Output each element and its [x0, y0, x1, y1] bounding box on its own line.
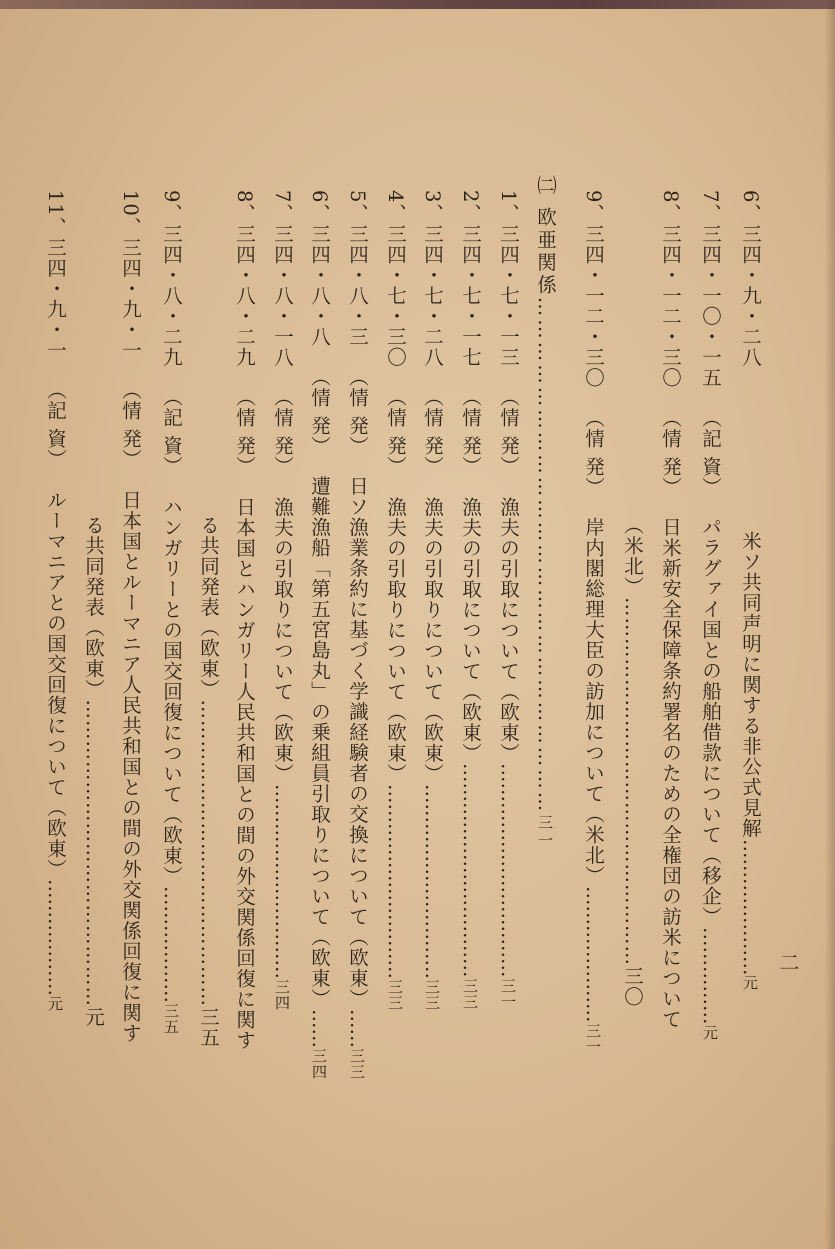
- section-heading: [530, 175, 560, 1175]
- entry-source: （情 発）: [271, 387, 294, 477]
- entry-page: 元: [82, 1007, 105, 1028]
- entry-date: 三四・八・三: [346, 223, 369, 347]
- entry-date: 三四・七・二八: [421, 223, 444, 368]
- entry-page: 元: [741, 975, 759, 992]
- entry-top-3-continued: [617, 515, 647, 1175]
- entry-page: 三三: [386, 978, 404, 1011]
- entry-date: 三四・一二・三〇: [659, 223, 682, 388]
- entry-page: 元: [46, 996, 64, 1013]
- leader-dots: ………………………………………: [82, 699, 105, 1007]
- entry-bottom-9: 9、三四・八・二九（記 資）ハンガリーとの国交回復について（欧東）………………三五: [156, 190, 186, 1175]
- entry-top-2: 7、三四・一〇・一五（記 資）パラグァイ国との船舶借款について（移企）……………元: [695, 190, 725, 1175]
- entry-number: 7: [271, 190, 294, 204]
- entry-page: 元: [701, 1024, 719, 1041]
- entry-source: （情 発）: [346, 366, 369, 457]
- entry-source: （記 資）: [160, 387, 183, 477]
- entry-source: （情 発）: [659, 407, 682, 498]
- entry-bottom-8: 8、三四・八・二九（情 発）日本国とハンガリー人民共和国との間の外交関係回復に関す: [229, 190, 259, 1175]
- entry-page: 三三: [348, 1048, 366, 1081]
- entry-number: 7: [699, 190, 722, 204]
- entry-title: 漁夫の引取について（欧東）: [497, 496, 520, 764]
- entry-number: 11: [44, 190, 67, 217]
- leader-dots: ……………: [699, 927, 722, 1025]
- entry-bottom-5: 5、三四・八・三（情 発）日ソ漁業条約に基づく学識経験者の交換について（欧東）……三三: [342, 190, 372, 1175]
- section-title: ㈡ 欧亜関係: [534, 175, 557, 297]
- entry-date: 三四・九・一: [44, 237, 67, 361]
- entry-title: 漁夫の引取りについて（欧東）: [271, 496, 294, 784]
- leader-dots: …………………: [739, 838, 762, 976]
- entry-source: （情 発）: [497, 387, 520, 477]
- entry-number: 6: [739, 190, 762, 204]
- leader-dots: ………………: [160, 886, 183, 1004]
- entry-title: る共同発表（欧東）: [82, 515, 105, 700]
- leader-dots: ……………………………: [459, 763, 482, 978]
- entry-title: （米北）: [621, 515, 644, 597]
- entry-number: 4: [384, 190, 407, 204]
- entry-date: 三四・一二・三〇: [582, 223, 605, 388]
- entry-title: 日ソ漁業条約に基づく学識経験者の交換について（欧東）: [346, 476, 369, 1010]
- page-shadow: [825, 0, 835, 1249]
- section-page: 三一: [536, 814, 554, 851]
- entry-date: 三四・七・一三: [497, 223, 520, 368]
- entry-number: 2: [459, 190, 482, 204]
- entry-date: 三四・一〇・一五: [699, 223, 722, 388]
- entry-title: パラグァイ国との船舶借款について（移企）: [699, 517, 722, 928]
- entry-number: 8: [233, 190, 256, 204]
- entry-title: 米ソ共同声明に関する非公式見解: [739, 531, 762, 839]
- entry-date: 三四・八・二九: [233, 223, 256, 368]
- leader-dots: ……: [346, 1009, 369, 1049]
- entry-title: ルーマニアとの国交回復について（欧東）: [44, 489, 67, 880]
- leader-dots: ……………………………: [497, 763, 520, 978]
- entry-source: （情 発）: [119, 380, 142, 470]
- entry-source: （情 発）: [459, 387, 482, 477]
- entry-bottom-1: 1、三四・七・一三（情 発）漁夫の引取について（欧東）……………………………三一: [493, 190, 523, 1175]
- entry-number: 10: [119, 190, 142, 217]
- entry-number: 5: [346, 190, 369, 204]
- entry-source: （情 発）: [308, 366, 331, 457]
- entry-bottom-4: 4、三四・七・三〇（情 発）漁夫の引取りについて（欧東）…………………………三三: [380, 190, 410, 1175]
- entry-date: 三四・七・三〇: [384, 223, 407, 368]
- entry-number: 3: [421, 190, 444, 204]
- entry-bottom-10: 10、三四・九・一（情 発）日本国とルーマニア人民共和国との間の外交関係回復に関す: [115, 190, 145, 1175]
- entry-top-3: 8、三四・一二・三〇（情 発）日米新安全保障条約署名のための全権団の訪米について: [655, 190, 685, 1175]
- entry-bottom-10-continued: [78, 515, 108, 1175]
- entry-title: ハンガリーとの国交回復について（欧東）: [160, 496, 183, 887]
- entry-title: 漁夫の引取について（欧東）: [459, 496, 482, 764]
- entry-title: る共同発表（欧東）: [197, 515, 220, 700]
- entry-number: 9: [582, 190, 605, 204]
- entry-bottom-11: 11、三四・九・一（記 資）ルーマニアとの国交回復について（欧東）………………元: [40, 190, 70, 1175]
- entry-date: 三四・九・二八: [739, 223, 762, 368]
- entry-date: 三四・七・一七: [459, 223, 482, 368]
- leader-dots: …………………: [582, 886, 605, 1023]
- leader-dots: …………………………: [421, 783, 444, 979]
- entry-bottom-6: 6、三四・八・八（情 発）遭難漁船「第五宮島丸」の乗組員引取りについて（欧東）……三四: [304, 190, 334, 1175]
- entry-source: （情 発）: [421, 387, 444, 477]
- entry-source: （記 資）: [699, 407, 722, 498]
- entry-source: （情 発）: [582, 407, 605, 498]
- entry-top-4: 9、三四・一二・三〇（情 発）岸内閣総理大臣の訪加について（米北）…………………三一: [578, 190, 608, 1175]
- entry-page: 三五: [162, 1003, 180, 1036]
- entry-title: 漁夫の引取りについて（欧東）: [384, 496, 407, 784]
- leader-dots: ……: [308, 1009, 331, 1049]
- entry-number: 8: [659, 190, 682, 204]
- entry-bottom-3: 3、三四・七・二八（情 発）漁夫の引取りについて（欧東）…………………………三三: [417, 190, 447, 1175]
- leader-dots: …………………………: [271, 783, 294, 979]
- entry-page: 三三: [423, 978, 441, 1011]
- entry-number: 1: [497, 190, 520, 204]
- entry-title: 漁夫の引取りについて（欧東）: [421, 496, 444, 784]
- entry-page: 三四: [273, 978, 291, 1011]
- entry-page: 三〇: [621, 966, 644, 1007]
- entry-number: 9: [160, 190, 183, 204]
- entry-top-1: 6、三四・九・二八米ソ共同声明に関する非公式見解…………………元: [735, 190, 765, 1175]
- entry-title: 日本国とルーマニア人民共和国との間の外交関係回復に関す: [119, 489, 142, 1044]
- leader-dots: ………………: [44, 879, 67, 997]
- leader-dots: …………………………: [384, 783, 407, 979]
- entry-page: 三一: [499, 977, 517, 1010]
- entry-date: 三四・九・一: [119, 237, 142, 361]
- entry-bottom-8-continued: [193, 515, 223, 1175]
- book-cover-edge: [0, 0, 835, 9]
- entry-source: （情 発）: [384, 387, 407, 477]
- entry-date: 三四・八・八: [308, 223, 331, 347]
- entry-page: 三一: [584, 1022, 602, 1055]
- entry-source: （記 資）: [44, 380, 67, 470]
- entry-bottom-2: 2、三四・七・一七（情 発）漁夫の引取について（欧東）……………………………三三: [455, 190, 485, 1175]
- entry-title: 日米新安全保障条約署名のための全権団の訪米について: [659, 517, 682, 1030]
- entry-source: （情 発）: [233, 387, 256, 477]
- entry-title: 遭難漁船「第五宮島丸」の乗組員引取りについて（欧東）: [308, 476, 331, 1010]
- entry-date: 三四・八・二九: [160, 223, 183, 368]
- entry-bottom-7: 7、三四・八・一八（情 発）漁夫の引取りについて（欧東）…………………………三四: [267, 190, 297, 1175]
- entry-date: 三四・八・一八: [271, 223, 294, 368]
- entry-page: 三五: [197, 1007, 220, 1048]
- entry-page: 三三: [461, 977, 479, 1010]
- entry-page: 三四: [310, 1048, 328, 1081]
- entry-title: 日本国とハンガリー人民共和国との間の外交関係回復に関す: [233, 496, 256, 1051]
- leader-dots: ………………………………………………: [621, 597, 644, 966]
- entry-title: 岸内閣総理大臣の訪加について（米北）: [582, 517, 605, 887]
- entry-number: 6: [308, 190, 331, 204]
- leader-dots: ……………………………………………………………: [534, 296, 557, 815]
- leader-dots: ………………………………………: [197, 699, 220, 1007]
- page-number: 二: [776, 952, 800, 972]
